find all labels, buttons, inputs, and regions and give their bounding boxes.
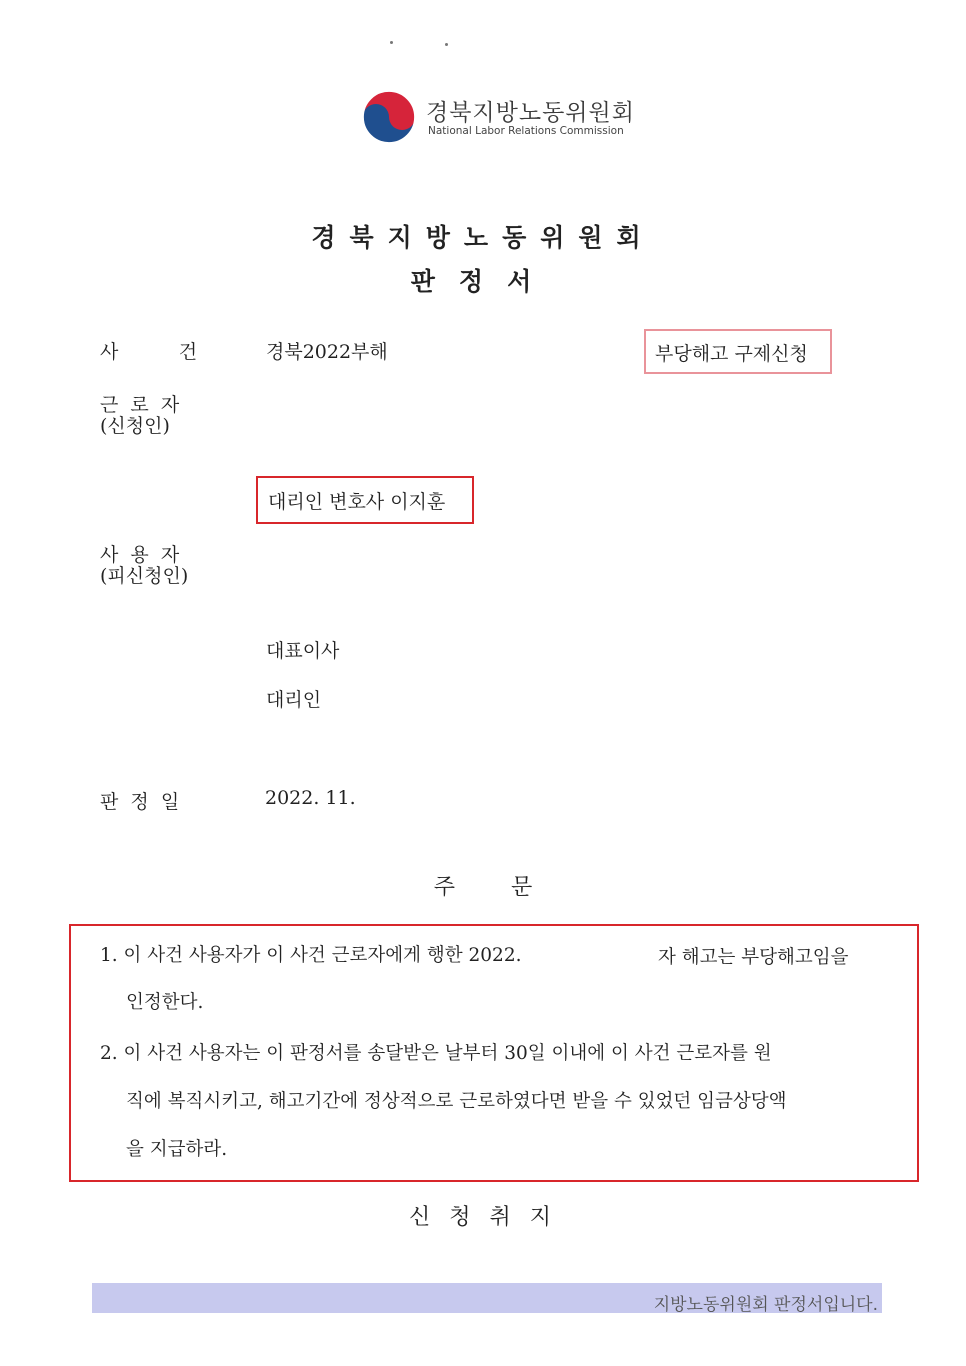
order-item-1-line-2: 인정한다. bbox=[126, 992, 204, 1013]
order-item-2-line-3: 을 지급하라. bbox=[126, 1139, 228, 1160]
decision-date-label: 판 정 일 bbox=[100, 791, 180, 813]
scan-speck bbox=[390, 41, 393, 44]
order-item-1-line-1: 1. 이 사건 사용자가 이 사건 근로자에게 행한 2022. bbox=[100, 945, 522, 966]
worker-sublabel: (신청인) bbox=[100, 415, 170, 437]
employer-agent-label: 대리인 bbox=[266, 689, 322, 711]
ceo-label: 대표이사 bbox=[266, 640, 340, 662]
org-name: 경북지방노동위원회 bbox=[426, 100, 635, 126]
decision-date: 2022. 11. bbox=[265, 787, 356, 809]
order-item-2-line-1: 2. 이 사건 사용자는 이 판정서를 송달받은 날부터 30일 이내에 이 사건 근로자를 원 bbox=[100, 1043, 772, 1064]
case-label: 사 건 bbox=[100, 341, 198, 363]
application-heading: 신 청 취 지 bbox=[409, 1205, 557, 1230]
letterhead-logo bbox=[360, 88, 660, 148]
document-title: 경북지방노동위원회 bbox=[311, 223, 655, 252]
document-subtitle: 판정서 bbox=[410, 267, 556, 296]
footer-note: 지방노동위원회 판정서입니다. bbox=[653, 1295, 878, 1315]
order-heading: 주 문 bbox=[433, 875, 533, 900]
case-type: 부당해고 구제신청 bbox=[655, 343, 808, 365]
order-item-2-line-2: 직에 복직시키고, 해고기간에 정상적으로 근로하였다면 받을 수 있었던 임금상당액 bbox=[126, 1091, 787, 1112]
employer-sublabel: (피신청인) bbox=[100, 565, 189, 587]
order-item-1-line-1-end: 자 해고는 부당해고임을 bbox=[658, 947, 849, 968]
employer-label: 사 용 자 bbox=[100, 544, 180, 566]
org-name-english: National Labor Relations Commission bbox=[428, 125, 624, 137]
worker-agent: 대리인 변호사 이지훈 bbox=[268, 491, 446, 513]
taegeuk-emblem-icon bbox=[360, 88, 418, 146]
case-number: 경북2022부해 bbox=[266, 341, 388, 363]
worker-label: 근 로 자 bbox=[100, 394, 180, 416]
scan-speck bbox=[445, 43, 448, 46]
